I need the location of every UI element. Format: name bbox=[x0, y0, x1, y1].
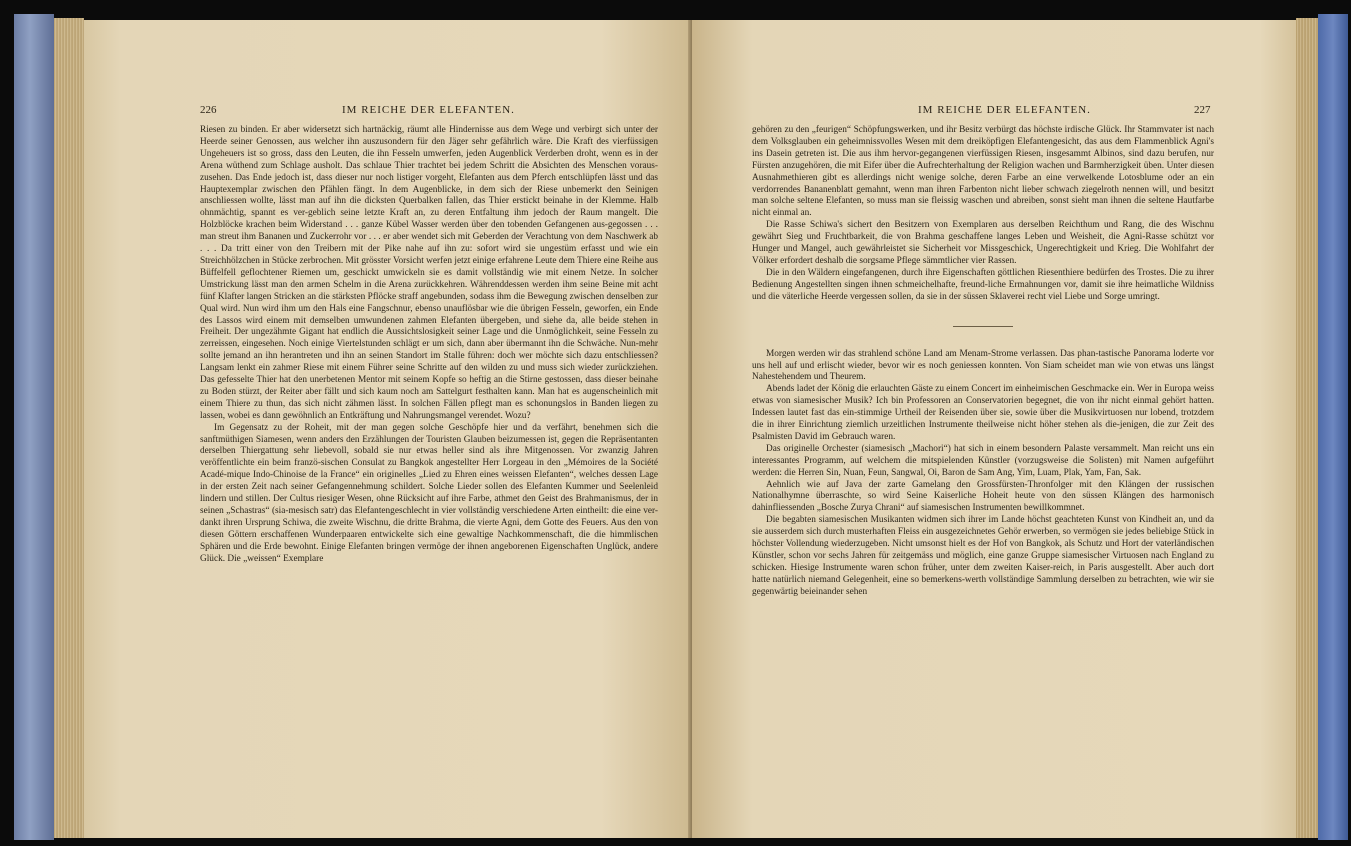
paragraph: Die begabten siamesischen Musikanten widmen sich ihrer im Lande höchst geachteten Kunst von Kindheit an, und da sie ausserdem sich durch musterhaften Fleiss ein ausgezeichnetes Gehör erwerben, so vermögen sie jedes beliebige Stück in höchster Vollendung wiederzugeben. Nicht umsonst hielt es der Hof von Bangkok, als Schutz und Hort der vaterländischen Künstler, schon vor sechs Jahren für zeitgemäss und möglich, eine ganze Gruppe siamesischer Virtuosen nach England zu schicken. Hiesige Instrumente waren schon früher, unter dem zweiten Kaiser-reich, in Paris ausgestellt. Aber auch dort hatte natürlich niemand Gelegenheit, eine so bemerkens-werth vollständige Sammlung derselben zu betrachten, wie wir sie gegenwärtig beieinander sehen bbox=[752, 515, 1214, 597]
paragraph: gehören zu den „feurigen“ Schöpfungswerken, und ihr Besitz verbürgt das höchste irdische Glück. Ihr Stammvater ist nach dem Volksglauben ein geheimnissvolles Wesen mit dem dreiköpfigen Elefantengesicht, das aus dem Flammenblick Agni's ins Dasein getreten ist. Die aus ihm hervor-gegangenen vierfüssigen Riesen, insgesammt Albinos, sind dazu berufen, nur Fürsten anzugehören, die mit Eifer über die Aufrechterhaltung der Religion wachen und Barmherzigkeit üben. Unter diesen Ausnahmethieren gibt es allerdings nicht wenige solche, deren Farbe an eine verwelkende Lotosblume oder an ein verdorrendes Bananenblatt gemahnt, wenn man ihren Farbenton nicht lieber schwach ziegelroth nennen will, und besitzt man solche seltene Elefanten, so muss man sie fleissig waschen und abreiben, sonst sieht man ihnen die seltene Hautfarbe nicht einmal an. bbox=[752, 125, 1214, 219]
book-cover-right bbox=[1318, 14, 1348, 840]
page-number-right: 227 bbox=[1194, 104, 1211, 116]
paragraph: Morgen werden wir das strahlend schöne Land am Menam-Strome verlassen. Das phan-tastische Panorama loderte vor uns hell auf und erlischt wieder, bevor wir es noch geniessen konnten. Von Siam scheidet man wie von etwas uns längst Nahestehendem und Theurem. bbox=[752, 348, 1214, 383]
paragraph: Das originelle Orchester (siamesisch „Machori“) hat sich in einem besondern Palaste versammelt. Man reicht uns ein interessantes Programm, auf welchem die mitspielenden Künstler (vorzugsweise die Solisten) mit Namen aufgeführt werden: die Herren Sin, Nuan, Feun, Sangwal, Oi, Baron de Sam Ang, Yim, Luam, Plak, Yam, Fan, Sak. bbox=[752, 443, 1214, 478]
running-head-left: IM REICHE DER ELEFANTEN. bbox=[342, 104, 515, 116]
paragraph: Im Gegensatz zu der Roheit, mit der man gegen solche Geschöpfe hier und da verfährt, benehmen sich die sanftmüthigen Siamesen, wenn anders den Erzählungen der Touristen Glauben beizumessen ist, gegen die Repräsentanten derselben Thiergattung sehr liebevoll, sobald sie nur etwas heller sind als ihre Mitgenossen. Vor zwanzig Jahren veröffentlichte ein beim franzö-sischen Consulat zu Bangkok angestellter Herr Lorgeau in den „Mémoires de la Société Acadé-mique Indo-Chinoise de la France“ ein originelles „Lied zu Ehren eines weissen Elefanten“, welches dessen Lage in der ersten Zeit nach seiner Gefangennehmung schildert. Solche Lieder sollen des Elefanten Kummer und Seelenleid lindern und stillen. Der Cultus riesiger Wesen, ohne Rücksicht auf ihre Farbe, athmet den Geist des Brahmanismus, der in seinen „Schastras“ (sia-mesisch satr) das Elefantengeschlecht in vier vollständig verschiedene Arten eintheilt: die eine ver-dankt ihren Ursprung Schiwa, die zweite Wischnu, die dritte Brahma, die vierte Agni, dem Gotte des Feuers. Aus den von diesen Göttern erschaffenen Wunderpaaren entwickelte sich eine gewaltige Nachkommenschaft, die die himmlischen Sphären und die Erde bewohnt. Einige Elefanten bringen vermöge der ihnen angeborenen Eigenschaften Unglück, andere Glück. Die „weissen“ Exemplare bbox=[200, 422, 658, 564]
paragraph: Die Rasse Schiwa's sichert den Besitzern von Exemplaren aus derselben Reichthum und Rang, die des Wischnu gewährt Sieg und Fruchtbarkeit, die von Brahma geschaffene langes Leben und Weisheit, die Agni-Rasse schützt vor Hunger und Mangel, auch gewährleistet sie Sicherheit vor Missgeschick, Ungerechtigkeit und Krieg. Die Wohlfahrt der Völker erfordert deshalb die sorgsame Pflege sämmtlicher vier Rassen. bbox=[752, 220, 1214, 266]
paragraph: Abends ladet der König die erlauchten Gäste zu einem Concert im einheimischen Geschmacke ein. Wer in Europa weiss etwas von siamesischer Musik? Ich bin Professoren an Conservatorien begegnet, die von ihr nicht einmal gehört hatten. Indessen lautet fast das ein-stimmige Urtheil der Reisenden über sie, sowie über die Musikvirtuosen nur lobend, trotzdem die in ihrer Einrichtung ziemlich urzeitlichen Instrumente theilweise nicht höher stehen als die-jenigen, die zur Zeit des Psalmisten David im Gebrauch waren. bbox=[752, 384, 1214, 442]
left-page bbox=[84, 20, 692, 838]
section-separator bbox=[953, 326, 1013, 327]
book-cover-left bbox=[14, 14, 54, 840]
paragraph: Die in den Wäldern eingefangenen, durch ihre Eigenschaften göttlichen Riesenthiere bedürfen des Trostes. Die zu ihrer Bedienung Angestellten singen ihnen schmeichelhafte, freund-liche Ermahnungen vor, damit sie ihre heimatliche Wildniss und die väterliche Heerde vergessen sollen, da sie in der süssen Sklaverei recht viel Liebe und Sorge umringt. bbox=[752, 267, 1214, 302]
page-edges-left bbox=[54, 18, 84, 838]
right-page bbox=[692, 20, 1296, 838]
page-number-left: 226 bbox=[200, 104, 217, 116]
running-head-right: IM REICHE DER ELEFANTEN. bbox=[918, 104, 1091, 116]
paragraph: Riesen zu binden. Er aber widersetzt sich hartnäckig, räumt alle Hindernisse aus dem Wege und verbirgt sich unter der Heerde seiner Genossen, aus welcher ihn auszusondern für den Jäger sehr gefährlich wäre. Die Kraft des vierfüssigen Ungeheuers ist so gross, dass den Leuten, die ihn Fesseln umwerfen, jeden Augenblick Verderben droht, wenn es in der Arena wüthend zum Schlage ausholt. Das schlaue Thier trachtet bei jedem Schritt die Absichten des Menschen voraus-zusehen. Das Ende jedoch ist, dass dieser nur noch listiger vorgeht, Elefanten aus dem Pferch entschlüpfen lässt und das Hauptexemplar zwischen den Pfählen fängt. In dem Augenblicke, in dem sich der Riese unbemerkt den Seinigen anschliessen wollte, lässt man auf ihn die dicksten Querbalken fallen, das Thier erstickt beinahe in der Klemme. Halb ohnmächtig, spannt es ver-geblich seine letzte Kraft an, zu deren Entfaltung ihm jedoch der Raum mangelt. Die Holzblöcke krachen beim Widerstand . . . ganze Kübel Wasser werden über den tobenden Gefangenen aus-gegossen . . . man streut ihm Bananen und Zuckerrohr vor . . . er aber wendet sich mit Geberden der Verachtung von dem Naschwerk ab . . . Da tritt einer von den Treibern mit der Pike nahe auf ihn zu: sofort wird sie ungestüm erfasst und wie ein Streichhölzchen in Stücke zerbrochen. Mit grösster Vorsicht werfen jetzt einige erfahrene Leute dem Thiere eine Reihe aus Büffelfell geflochtener Riemen um, geschickt umwickeln sie es damit vollständig wie mit einem Netze. In solcher Umstrickung lässt man den armen Schelm in die Arena zurückkehren. Währenddessen werden ihm seine Beine mit acht fünf Klafter langen Stricken an die stärksten Pflöcke straff angebunden, sodass ihm die Bewegung zwischen denselben zur Qual wird. Nun wird ihm um den Hals eine Fangschnur, ebenso unauflösbar wie die übrigen Fesseln, geworfen, ein Ende des Lassos wird einem mit demselben umwundenen zahmen Elefanten übergeben, und siehe da, alle beide stehen in Freiheit. Der ungezähmte Gigant hat endlich die Aussichtslosigkeit seiner Lage und die Unmöglichkeit, seine Fesseln zu zerreissen, eingesehen. Noch einige Viertelstunden schlägt er um sich, dann aber übermannt ihn die Schwäche. Nun-mehr sollte jemand an ihn herantreten und ihn an seinen Standort im Stalle führen: doch wer möchte sich dazu entschliessen? Langsam lenkt ein zahmer Riese mit einem Führer seine Schritte auf den wilden zu und muss sich wieder zurückziehen. Das gefesselte Thier hat den unerbetenen Mentor mit seinem Kopfe so heftig an die Stirne gestossen, dass dieser beinahe zu Boden stürzt, der Reiter aber fällt und sich kaum noch am Sattelgurt festhalten kann. Man hat es augenscheinlich mit einem Thiere zu thun, das sich nicht zähmen lässt. In solchen Fällen pflegt man es schonungslos in Banden liegen zu lassen, wobei es dann gewöhnlich an Entkräftung und Nahrungsmangel verendet. Wozu? bbox=[200, 125, 658, 421]
paragraph: Aehnlich wie auf Java der zarte Gamelang den Grossfürsten-Thronfolger mit den Klängen der russischen Nationalhymne überraschte, so wird Seine Kaiserliche Hoheit heute von den süssen Klängen des harmonisch dahinfliessenden „Bosche Zurya Chrani“ auf siamesischen Instrumenten bewillkommnet. bbox=[752, 479, 1214, 514]
text-column-left bbox=[200, 125, 658, 566]
page-edges-right bbox=[1296, 18, 1318, 838]
text-column-right bbox=[752, 125, 1214, 599]
